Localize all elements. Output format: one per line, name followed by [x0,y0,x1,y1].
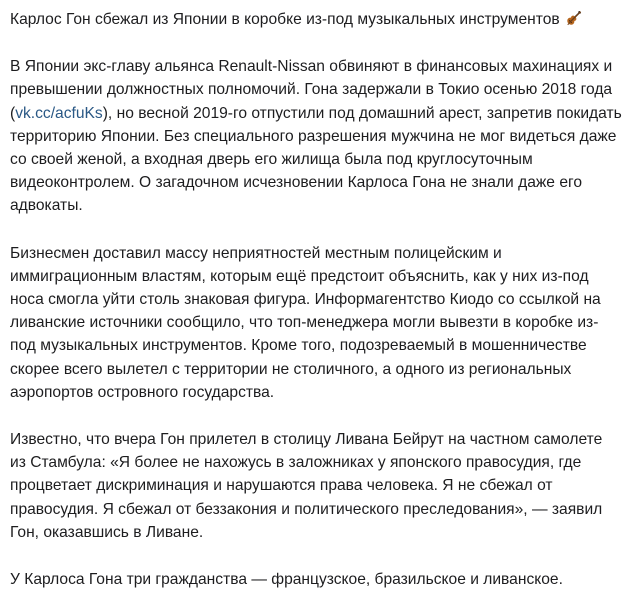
paragraph-3: Известно, что вчера Гон прилетел в столицу Ливана Бейрут на частном самолете из Стамбула: «Я более не нахожусь в заложниках у японского правосудия, где процветает дискриминация и нарушаются права человека. Я не сбежал от правосудия. Я сбежал от беззакония и политического преследования», — заявил Гон, оказавшись в Ливане. [10,431,603,541]
short-link[interactable]: vk.cc/acfuKs [15,104,103,122]
post-title [10,8,622,31]
paragraph-1-text-start: В Японии экс-главу альянса Renault-Nissan обвиняют в финансовых махинациях и превышении должностных полномочий. Гона задержали в Токио осенью 2018 года ( [10,58,613,122]
violin-icon [565,9,583,27]
paragraph-2: Бизнесмен доставил массу неприятностей местным полицейским и иммиграционным властям, которым ещё предстоит объяснить, как у них из-под носа смогла уйти столь знаковая фигура. Информагентство Киодо со ссылкой на ливанские источники сообщило, что топ-менеджера могли вывезти в коробке из-под музыкальных инструментов. Кроме того, подозреваемый в мошенничестве скорее всего вылетел с территории не столичного, а одного из региональных аэропортов островного государства. [10,244,601,401]
paragraph-4: У Карлоса Гона три гражданства — французское, бразильское и ливанское. [10,571,563,589]
paragraph-1-text-end: ), но весной 2019-го отпустили под домашний арест, запретив покидать территорию Японии. Без специального разрешения мужчина не мог видеться даже со своей женой, а входная дверь его жилища была под круглосуточным видеоконтролем. О загадочном исчезновении Карлоса Гона не знали даже его адвокаты. [10,104,622,215]
paragraph-1 [10,55,622,217]
post-title-text: Карлос Гон сбежал из Японии в коробке из-под музыкальных инструментов [10,11,560,28]
post-body [10,8,622,615]
